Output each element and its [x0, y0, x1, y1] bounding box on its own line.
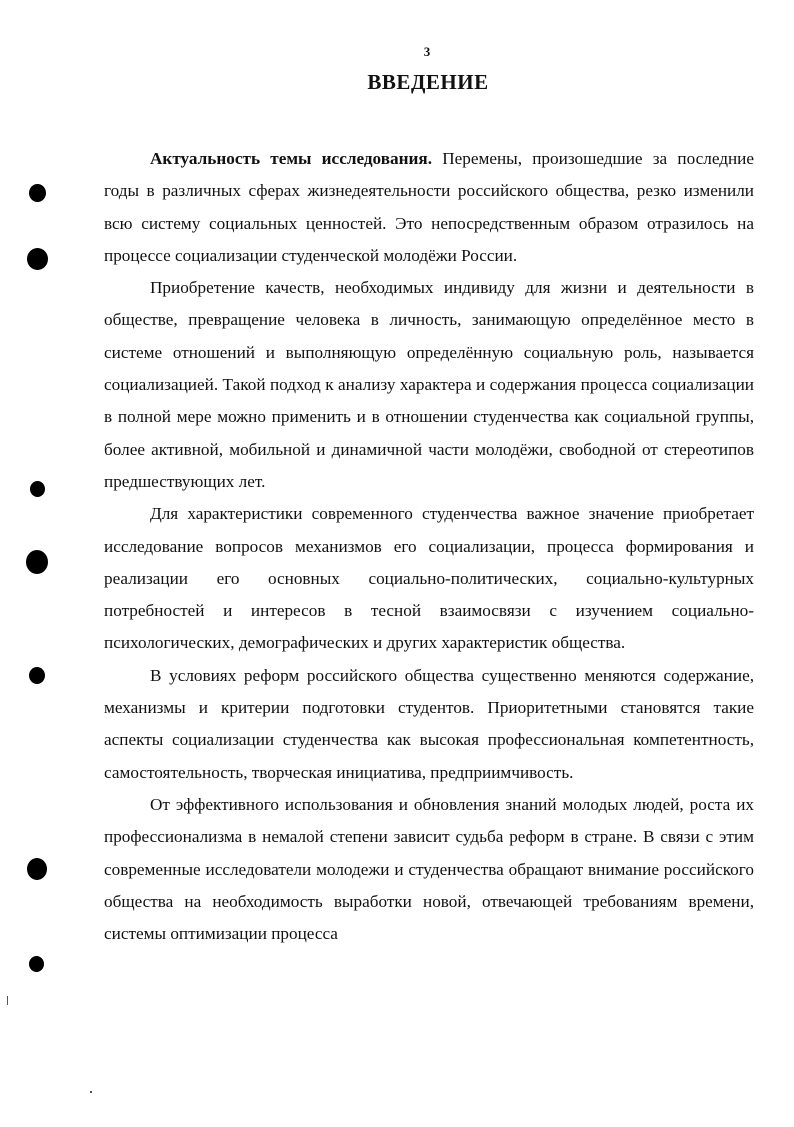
paragraph	[104, 660, 754, 789]
paragraph	[104, 789, 754, 950]
binder-hole	[29, 184, 46, 202]
binder-hole	[29, 667, 45, 684]
paragraph-lead: Актуальность темы исследования.	[150, 149, 432, 168]
paragraph-text: От эффективного использования и обновления знаний молодых людей, роста их профессионализма в немалой степени зависит судьба реформ в стране. В связи с этим современные исследователи молодежи и студенчества обращают внимание российского общества на необходимость выработки новой, отвечающей требованиям времени, системы оптимизации процесса	[104, 794, 754, 944]
paragraph-text: Приобретение качеств, необходимых индивиду для жизни и деятельности в обществе, превращение человека в личность, занимающую определённое место в системе отношений и выполняющую определённую социальную роль, называется социализацией. Такой подход к анализу характера и содержания процесса социализации в полной мере можно применить и в отношении студенчества как социальной группы, более активной, мобильной и динамичной части молодёжи, свободной от стереотипов предшествующих лет.	[104, 278, 754, 491]
scan-mark	[7, 996, 8, 1005]
paragraph	[104, 272, 754, 498]
binder-hole	[29, 956, 44, 972]
paragraph-text: Перемены, произошедшие за последние годы в различных сферах жизнедеятельности российского общества, резко изменили всю систему социальных ценностей. Это непосредственным образом отразилось на процессе социализации студенческой молодёжи России.	[104, 149, 754, 265]
scan-mark	[90, 1091, 92, 1093]
binder-hole	[30, 481, 45, 497]
body-text	[104, 143, 754, 950]
page-title: ВВЕДЕНИЕ	[367, 70, 489, 94]
paragraph	[104, 498, 754, 659]
binder-hole	[27, 248, 48, 270]
binder-hole	[27, 858, 47, 880]
paragraph	[104, 143, 754, 272]
page-number: 3	[423, 44, 431, 59]
paragraph-text: Для характеристики современного студенчества важное значение приобретает исследование вопросов механизмов его социализации, процесса формирования и реализации его основных социально-политических, социально-культурных потребностей и интересов в тесной взаимосвязи с изучением социально-психологических, демографических и других характеристик общества.	[104, 504, 754, 653]
binder-hole	[26, 550, 48, 574]
paragraph-text: В условиях реформ российского общества существенно меняются содержание, механизмы и критерии подготовки студентов. Приоритетными становятся такие аспекты социализации студенчества как высокая профессиональная компетентность, самостоятельность, творческая инициатива, предприимчивость.	[104, 665, 754, 782]
